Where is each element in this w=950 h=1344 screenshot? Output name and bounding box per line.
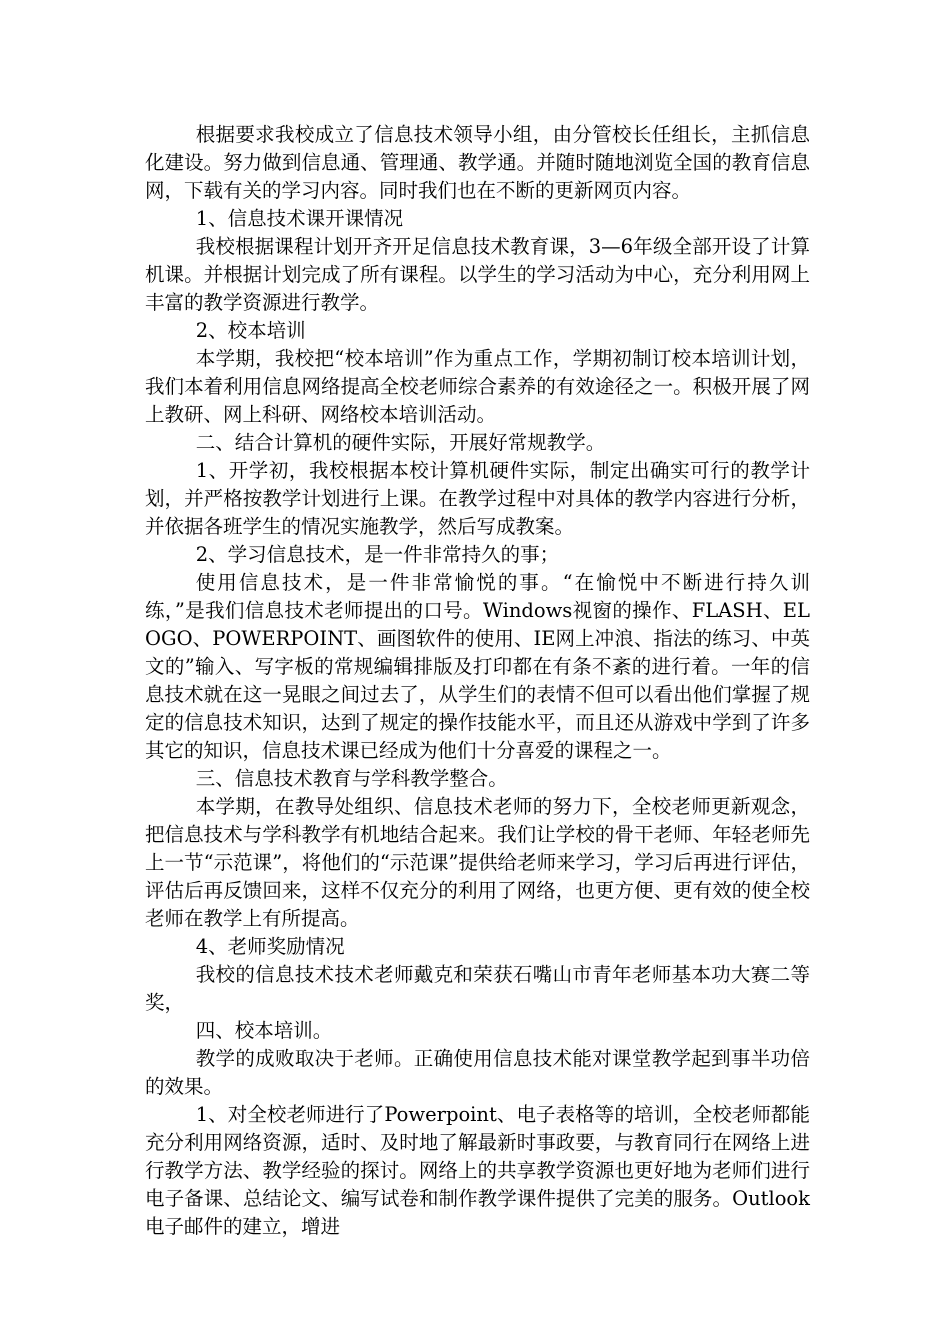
paragraph-teacher-awards: 我校的信息技术技术老师戴克和荣获石嘴山市青年老师基本功大赛二等奖， (145, 963, 810, 1014)
heading-section-two: 二、结合计算机的硬件实际，开展好常规教学。 (195, 431, 606, 454)
paragraph-semester-start: 1、开学初，我校根据本校计算机硬件实际，制定出确实可行的教学计划，并严格按教学计划进行上课。在教学过程中对具体的教学内容进行分析，并依据各班学生的情况实施教学，然后写成教案。 (145, 459, 810, 538)
heading-section-four: 四、校本培训。 (195, 1019, 333, 1042)
heading-learning-it: 2、学习信息技术，是一件非常持久的事； (195, 543, 560, 566)
paragraph-training-details: 1、对全校老师进行了Powerpoint、电子表格等的培训，全校老师都能充分利用网络资源，适时、及时地了解最新时事政要，与教育同行在网络上进行教学方法、教学经验的探讨。网络上的共享教学资源也更好地为老师们进行电子备课、总结论文、编写试卷和制作教学课件提供了完美的服务。Outlook电子邮件的建立，增进 (145, 1103, 810, 1238)
paragraph-using-it: 使用信息技术，是一件非常愉悦的事。“在愉悦中不断进行持久训练，”是我们信息技术老师提出的口号。Windows视窗的操作、FLASH、ELOGO、POWERPOINT、画图软件的使用、IE网上冲浪、指法的练习、中英文的”输入、写字板的常规编辑排版及打印都在有条不紊的进行着。一年的信息技术就在这一晃眼之间过去了，从学生们的表情不但可以看出他们掌握了规定的信息技术知识，达到了规定的操作技能水平，而且还从游戏中学到了许多其它的知识，信息技术课已经成为他们十分喜爱的课程之一。 (145, 571, 810, 762)
heading-course-status: 1、信息技术课开课情况 (195, 207, 404, 230)
paragraph-intro: 根据要求我校成立了信息技术领导小组，由分管校长任组长，主抓信息化建设。努力做到信息通、管理通、教学通。并随时随地浏览全国的教育信息网，下载有关的学习内容。同时我们也在不断的更新网页内容。 (145, 123, 810, 202)
heading-school-training: 2、校本培训 (195, 319, 306, 342)
paragraph-teacher-success: 教学的成败取决于老师。正确使用信息技术能对课堂教学起到事半功倍的效果。 (145, 1047, 810, 1098)
document-body (145, 121, 810, 1241)
paragraph-course-status: 我校根据课程计划开齐开足信息技术教育课，3—6年级全部开设了计算机课。并根据计划完成了所有课程。以学生的学习活动为中心，充分利用网上丰富的教学资源进行教学。 (145, 235, 810, 314)
heading-section-three: 三、信息技术教育与学科教学整合。 (195, 767, 508, 790)
heading-teacher-awards: 4、老师奖励情况 (195, 935, 345, 958)
paragraph-integration: 本学期，在教导处组织、信息技术老师的努力下，全校老师更新观念，把信息技术与学科教学有机地结合起来。我们让学校的骨干老师、年轻老师先上一节“示范课”，将他们的“示范课”提供给老师来学习，学习后再进行评估，评估后再反馈回来，这样不仅充分的利用了网络，也更方便、更有效的使全校老师在教学上有所提高。 (145, 795, 810, 930)
paragraph-school-training: 本学期，我校把“校本培训”作为重点工作，学期初制订校本培训计划，我们本着利用信息网络提高全校老师综合素养的有效途径之一。积极开展了网上教研、网上科研、网络校本培训活动。 (145, 347, 810, 426)
